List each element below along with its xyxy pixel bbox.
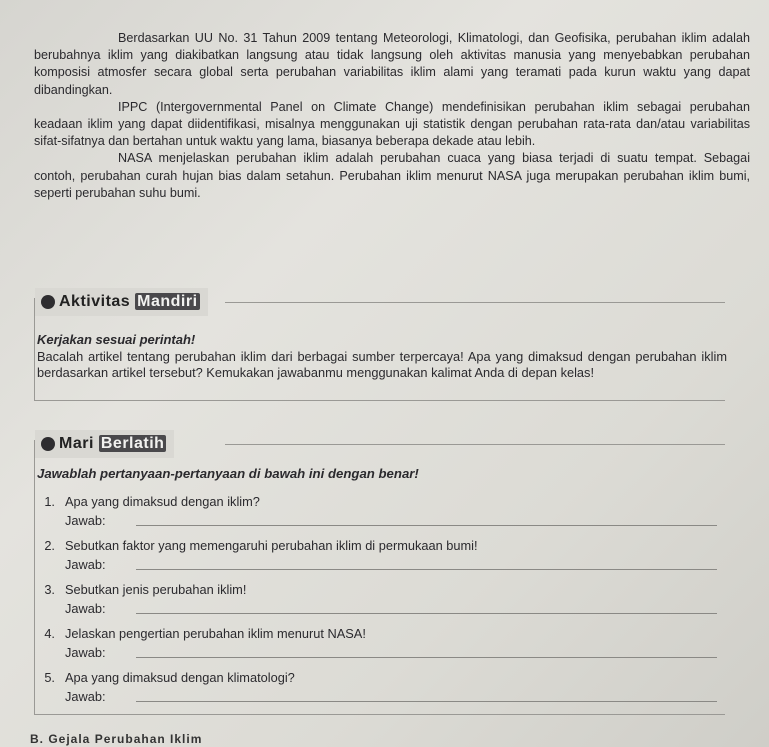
answer-label: Jawab:: [65, 689, 106, 704]
question-item: 1. Apa yang dimaksud dengan iklim? Jawab:: [37, 494, 717, 528]
answer-line[interactable]: [136, 689, 717, 702]
bullet-dot-icon: [41, 295, 55, 309]
answer-label: Jawab:: [65, 557, 106, 572]
answer-line[interactable]: [136, 557, 717, 570]
answer-label: Jawab:: [65, 513, 106, 528]
intro-paragraph-uu: Berdasarkan UU No. 31 Tahun 2009 tentang Meteorologi, Klimatologi, dan Geofisika, perubahan iklim adalah berubahnya iklim yang diakibatkan langsung atau tidak langsung oleh aktivitas manusia yang menyebabkan perubahan komposisi atmosfer secara global serta perubahan variabilitas iklim alami yang teramati pada kurun waktu yang dapat dibandingkan.: [34, 31, 750, 97]
aktivitas-mandiri-tab: [35, 288, 208, 316]
answer-line[interactable]: [136, 513, 717, 526]
question-item: 4. Jelaskan pengertian perubahan iklim menurut NASA! Jawab:: [37, 626, 717, 660]
section-top-border: [225, 302, 725, 303]
aktivitas-instructions: Bacalah artikel tentang perubahan iklim dari berbagai sumber terpercaya! Apa yang dimaksud dengan perubahan iklim berdasarkan artikel tersebut? Kemukakan jawabanmu menggunakan kalimat Anda di depan kelas!: [37, 349, 727, 380]
section-top-border: [225, 444, 725, 445]
answer-line[interactable]: [136, 601, 717, 614]
aktivitas-mandiri-section: [34, 293, 727, 401]
question-item: 5. Apa yang dimaksud dengan klimatologi? Jawab:: [37, 670, 717, 704]
mari-berlatih-tab: [35, 430, 174, 458]
aktivitas-mandiri-body: [37, 332, 727, 381]
latih-heading: Jawablah pertanyaan-pertanyaan di bawah ini dengan benar!: [37, 466, 419, 481]
intro-paragraph-nasa: NASA menjelaskan perubahan iklim adalah perubahan cuaca yang biasa terjadi di suatu tempat. Sebagai contoh, perubahan curah hujan bias dalam setahun. Perubahan iklim menurut NASA juga merupakan perubahan iklim bumi, seperti perubahan suhu bumi.: [34, 151, 750, 200]
question-item: 2. Sebutkan faktor yang memengaruhi perubahan iklim di permukaan bumi! Jawab:: [37, 538, 717, 572]
intro-text: [34, 30, 750, 202]
answer-label: Jawab:: [65, 645, 106, 660]
answer-line[interactable]: [136, 645, 717, 658]
bullet-dot-icon: [41, 437, 55, 451]
question-item: 3. Sebutkan jenis perubahan iklim! Jawab:: [37, 582, 717, 616]
mari-berlatih-title: Mari Berlatih: [59, 435, 165, 452]
mari-berlatih-body: [37, 466, 717, 704]
answer-label: Jawab:: [65, 601, 106, 616]
aktivitas-mandiri-title: Aktivitas Mandiri: [59, 293, 198, 310]
intro-paragraph-ipcc: IPPC (Intergovernmental Panel on Climate Change) mendefinisikan perubahan iklim sebagai perubahan keadaan iklim yang dapat diidentifikasi, misalnya menggunakan uji statistik dengan perubahan rata-rata dan/atau variabilitas sifat-sifatnya dan bertahan untuk waktu yang lama, biasanya beberapa dekade atau lebih.: [34, 99, 750, 149]
aktivitas-heading: Kerjakan sesuai perintah!: [37, 332, 196, 347]
mari-berlatih-section: [34, 435, 725, 715]
next-section-heading: B. Gejala Perubahan Iklim: [30, 732, 203, 746]
